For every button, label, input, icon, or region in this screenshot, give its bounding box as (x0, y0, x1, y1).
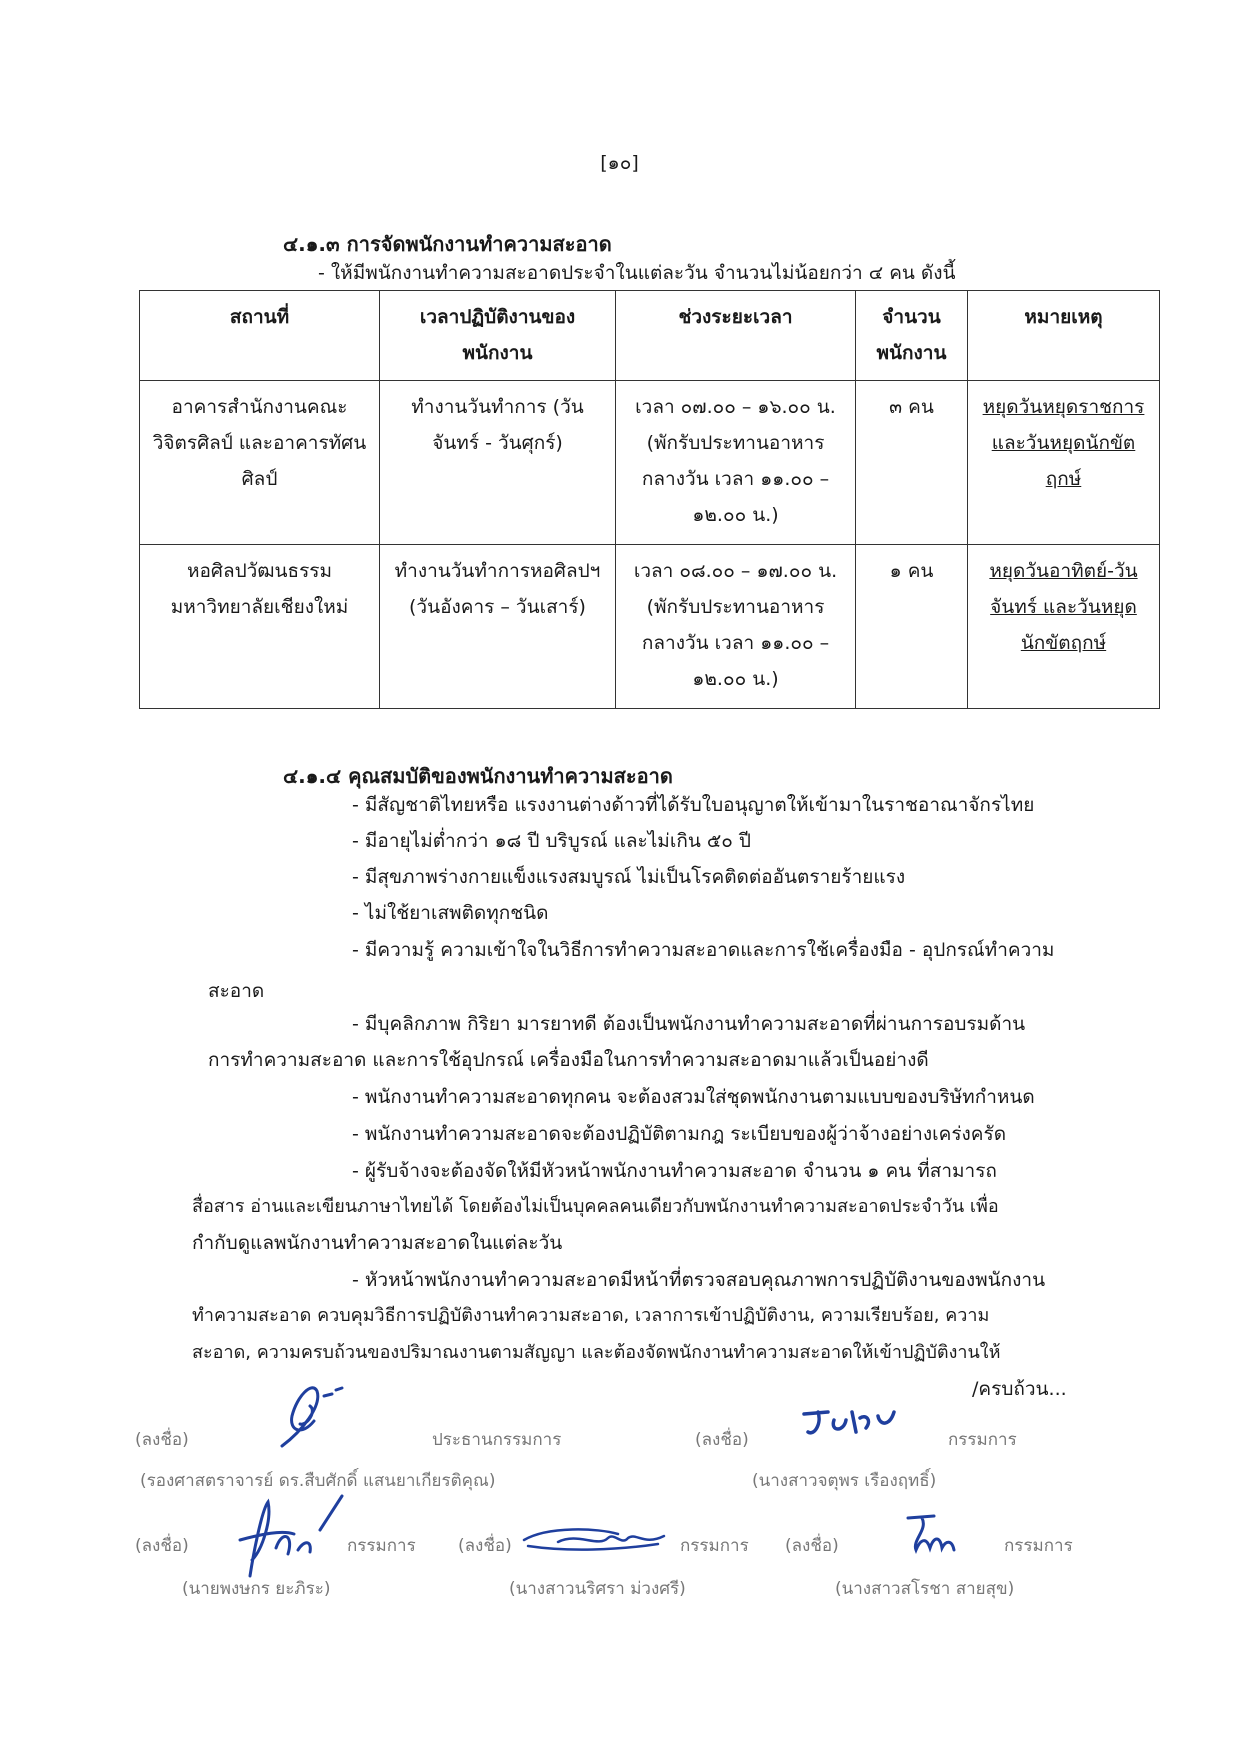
qualification-line: - ผู้รับจ้างจะต้องจัดให้มีหัวหน้าพนักงานทำความสะอาด จำนวน ๑ คน ที่สามารถ (352, 1160, 997, 1182)
header-work-time: เวลาปฏิบัติงานของพนักงาน (380, 291, 616, 381)
member4-role: กรรมการ (1004, 1536, 1073, 1556)
chair-role: ประธานกรรมการ (432, 1430, 562, 1450)
cell-period: เวลา ๐๘.๐๐ – ๑๗.๐๐ น. (พักรับประทานอาหารกลางวัน เวลา ๑๑.๐๐ – ๑๒.๐๐ น.) (616, 545, 856, 709)
member2-name: (นายพงษกร ยะภิระ) (182, 1579, 331, 1599)
member2-role: กรรมการ (347, 1536, 416, 1556)
cell-remark: หยุดวันอาทิตย์-วันจันทร์ และวันหยุดนักขัตฤกษ์ (968, 545, 1160, 709)
chair-name: (รองศาสตราจารย์ ดร.สืบศักดิ์ แสนยาเกียรติคุณ) (140, 1471, 496, 1491)
member4-name: (นางสาวสโรชา สายสุข) (835, 1579, 1015, 1599)
page-number: [๑๐] (600, 152, 639, 174)
section-title-qualifications: ๔.๑.๔ คุณสมบัติของพนักงานทำความสะอาด (283, 764, 673, 788)
qualification-line: การทำความสะอาด และการใช้อุปกรณ์ เครื่องมือในการทำความสะอาดมาแล้วเป็นอย่างดี (208, 1049, 929, 1071)
header-period: ช่วงระยะเวลา (616, 291, 856, 381)
qualification-line: - ไม่ใช้ยาเสพติดทุกชนิด (352, 902, 549, 924)
member3-signature-icon (518, 1524, 668, 1554)
header-place: สถานที่ (140, 291, 380, 381)
sign-label: (ลงชื่อ) (135, 1536, 189, 1556)
member1-name: (นางสาวจตุพร เรืองฤทธิ์) (752, 1471, 937, 1491)
qualification-line: - มีบุคลิกภาพ กิริยา มารยาทดี ต้องเป็นพนักงานทำความสะอาดที่ผ่านการอบรมด้าน (352, 1013, 1026, 1035)
section-title-cleaning-staff: ๔.๑.๓ การจัดพนักงานทำความสะอาด (283, 232, 612, 256)
cell-period: เวลา ๐๗.๐๐ – ๑๖.๐๐ น. (พักรับประทานอาหารกลางวัน เวลา ๑๑.๐๐ – ๑๒.๐๐ น.) (616, 381, 856, 545)
sign-label: (ลงชื่อ) (458, 1536, 512, 1556)
qualification-line: - มีสัญชาติไทยหรือ แรงงานต่างด้าวที่ได้รับใบอนุญาตให้เข้ามาในราชอาณาจักรไทย (352, 794, 1035, 816)
member3-role: กรรมการ (680, 1536, 749, 1556)
table-row (140, 545, 1160, 709)
cell-work-time: ทำงานวันทำการ (วันจันทร์ - วันศุกร์) (380, 381, 616, 545)
qualification-line: - มีอายุไม่ต่ำกว่า ๑๘ ปี บริบูรณ์ และไม่เกิน ๕๐ ปี (352, 830, 751, 852)
member4-signature-icon (900, 1510, 960, 1556)
cleaning-staff-table (139, 290, 1160, 709)
cell-place: อาคารสำนักงานคณะวิจิตรศิลป์ และอาคารทัศนศิลป์ (140, 381, 380, 545)
table-row (140, 381, 1160, 545)
qualification-line: - มีสุขภาพร่างกายแข็งแรงสมบูรณ์ ไม่เป็นโรคติดต่ออันตรายร้ายแรง (352, 866, 906, 888)
cell-remark: หยุดวันหยุดราชการและวันหยุดนักขัตฤกษ์ (968, 381, 1160, 545)
chair-signature-icon (262, 1376, 352, 1456)
member1-role: กรรมการ (948, 1430, 1017, 1450)
cell-work-time: ทำงานวันทำการหอศิลปฯ (วันอังคาร – วันเสาร์) (380, 545, 616, 709)
cell-place: หอศิลปวัฒนธรรม มหาวิทยาลัยเชียงใหม่ (140, 545, 380, 709)
qualification-line: - พนักงานทำความสะอาดทุกคน จะต้องสวมใส่ชุดพนักงานตามแบบของบริษัทกำหนด (352, 1086, 1035, 1108)
qualification-line: กำกับดูแลพนักงานทำความสะอาดในแต่ละวัน (192, 1232, 563, 1254)
qualification-line: สื่อสาร อ่านและเขียนภาษาไทยได้ โดยต้องไม่เป็นบุคคลคนเดียวกับพนักงานทำความสะอาดประจำวัน เพื่อ (192, 1196, 999, 1217)
sign-label: (ลงชื่อ) (135, 1430, 189, 1450)
member1-signature-icon (800, 1402, 910, 1450)
header-count: จำนวนพนักงาน (856, 291, 968, 381)
qualification-line: - หัวหน้าพนักงานทำความสะอาดมีหน้าที่ตรวจสอบคุณภาพการปฏิบัติงานของพนักงาน (352, 1269, 1046, 1291)
qualification-line: ทำความสะอาด ควบคุมวิธีการปฏิบัติงานทำความสะอาด, เวลาการเข้าปฏิบัติงาน, ความเรียบร้อย, ความ (192, 1305, 990, 1326)
sign-label: (ลงชื่อ) (695, 1430, 749, 1450)
member2-signature-icon (232, 1490, 352, 1580)
qualification-line: - มีความรู้ ความเข้าใจในวิธีการทำความสะอาดและการใช้เครื่องมือ - อุปกรณ์ทำความ (352, 939, 1055, 961)
qualification-line: - พนักงานทำความสะอาดจะต้องปฏิบัติตามกฎ ระเบียบของผู้ว่าจ้างอย่างเคร่งครัด (352, 1123, 1007, 1145)
qualification-line: สะอาด, ความครบถ้วนของปริมาณงานตามสัญญา และต้องจัดพนักงานทำความสะอาดให้เข้าปฏิบัติงานให้ (192, 1342, 1001, 1363)
header-remark: หมายเหตุ (968, 291, 1160, 381)
cell-count: ๑ คน (856, 545, 968, 709)
continuation-text: /ครบถ้วน... (972, 1378, 1067, 1400)
member3-name: (นางสาวนริศรา ม่วงศรี) (509, 1579, 686, 1599)
qualification-line: สะอาด (208, 980, 265, 1002)
table-header-row (140, 291, 1160, 381)
cell-count: ๓ คน (856, 381, 968, 545)
sign-label: (ลงชื่อ) (785, 1536, 839, 1556)
section-intro: - ให้มีพนักงานทำความสะอาดประจำในแต่ละวัน จำนวนไม่น้อยกว่า ๔ คน ดังนี้ (318, 262, 956, 284)
